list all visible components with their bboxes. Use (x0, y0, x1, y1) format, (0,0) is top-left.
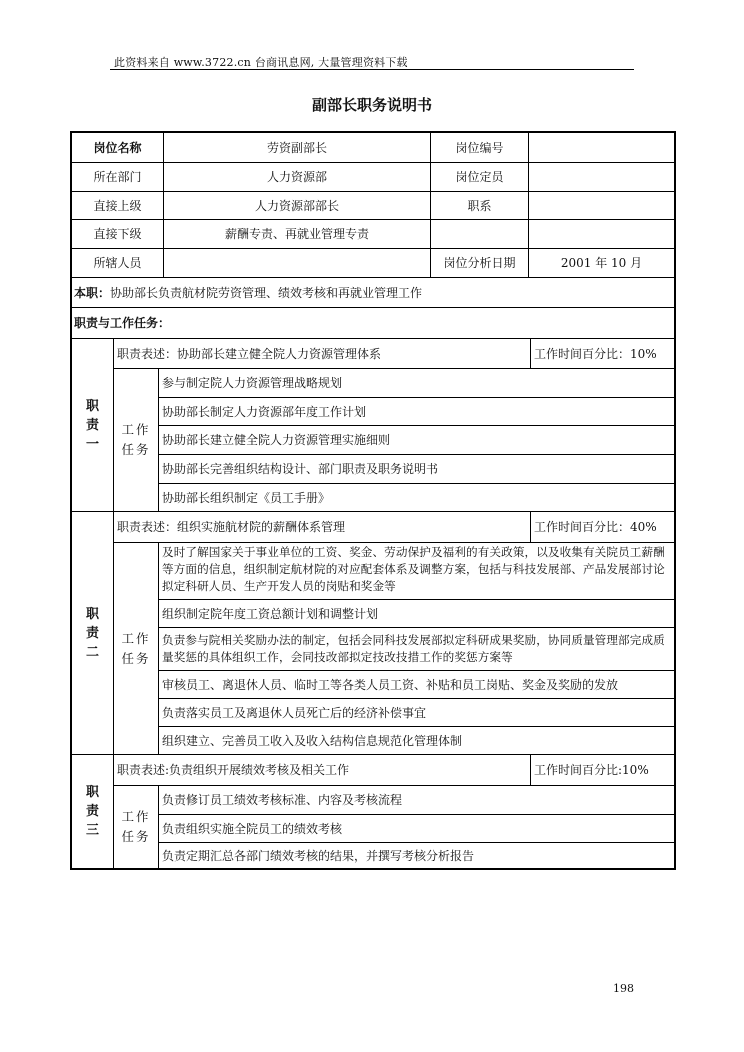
duty-1-task-1: 参与制定院人力资源管理战略规划 (162, 376, 343, 390)
duty-3-time-share: 工作时间百分比:10% (534, 763, 649, 777)
duty-3-label: 职 责 三 (85, 785, 99, 838)
duty-2-statement: 职责表述：组织实施航材院的薪酬体系管理 (117, 520, 346, 534)
duty-2-task-label: 工作任务 (121, 630, 151, 666)
staff-value (164, 249, 430, 277)
duty-2-task-5: 负责落实员工及离退休人员死亡后的经济补偿事宜 (162, 705, 427, 720)
duty-1-task-2: 协助部长制定人力资源部年度工作计划 (162, 404, 367, 419)
document-title: 副部长职务说明书 (311, 96, 432, 114)
core-duty-text: 协助部长负责航材院劳资管理、绩效考核和再就业管理工作 (110, 285, 423, 300)
duty-1-statement: 职责表述：协助部长建立健全院人力资源管理体系 (117, 346, 382, 361)
duty-2-time-share: 工作时间百分比：40% (534, 520, 657, 534)
position-name-label: 岗位名称 (93, 140, 142, 155)
duty-1-task-label: 工作任务 (121, 422, 151, 457)
position-name-value: 劳资副部长 (266, 140, 327, 155)
duty-2-task-2: 组织制定院年度工资总额计划和调整计划 (162, 606, 379, 621)
grade-value (529, 192, 674, 219)
duty-1-task-3: 协助部长建立健全院人力资源管理实施细则 (162, 433, 391, 447)
grade-label: 职系 (467, 198, 492, 213)
duty-3-task-2: 负责组织实施全院员工的绩效考核 (162, 821, 343, 836)
duty-3-statement: 职责表述:负责组织开展绩效考核及相关工作 (117, 763, 350, 777)
duty-3-task-1: 负责修订员工绩效考核标准、内容及考核流程 (162, 793, 403, 807)
duty-3-task-label: 工作任务 (121, 809, 151, 844)
position-no-value (529, 133, 674, 162)
department-value: 人力资源部 (266, 170, 327, 184)
duty-1-task-5: 协助部长组织制定《员工手册》 (162, 490, 331, 505)
analysis-date-label: 岗位分析日期 (443, 256, 516, 270)
quota-value (529, 163, 674, 191)
core-duty-row (72, 278, 674, 307)
core-duty-label: 本职： (74, 285, 111, 300)
duty-2-task-1: 及时了解国家关于事业单位的工资、奖金、劳动保护及福利的有关政策，以及收集有关院员工薪酬等方面的信息，组织制定航材院的对应配套体系及调整方案，包括与科技发展部、产品发展部讨论拟定科研人员、生产开发人员的岗贴和奖金等 (162, 545, 665, 593)
job-description-table (70, 131, 676, 870)
duty-1-label: 职 责 一 (85, 398, 99, 452)
duty-2-task-6: 组织建立、完善员工收入及收入结构信息规范化管理体制 (162, 733, 463, 748)
duty-2-task-4: 审核员工、离退休人员、临时工等各类人员工资、补贴和员工岗贴、奖金及奖励的发放 (162, 677, 619, 692)
duties-heading: 职责与工作任务： (74, 316, 171, 330)
subordinate-value: 薪酬专责、再就业管理专责 (224, 227, 369, 241)
staff-label: 所辖人员 (93, 256, 142, 270)
duty-3-task-3: 负责定期汇总各部门绩效考核的结果，并撰写考核分析报告 (162, 848, 475, 863)
position-no-label: 岗位编号 (455, 140, 504, 155)
duty-1-time-share: 工作时间百分比：10% (534, 346, 657, 361)
superior-value: 人力资源部部长 (254, 198, 339, 213)
source-header: 此资料来自 www.3722.cn 台商讯息网, 大量管理资料下载 (114, 56, 408, 69)
superior-label: 直接上级 (93, 198, 142, 213)
analysis-date-value: 2001 年 10 月 (560, 256, 643, 270)
quota-label: 岗位定员 (455, 170, 504, 184)
duty-1-task-4: 协助部长完善组织结构设计、部门职责及职务说明书 (162, 462, 439, 476)
page-number: 198 (613, 982, 634, 995)
duty-2-task-3: 负责参与院相关奖励办法的制定，包括会同科技发展部拟定科研成果奖励，协同质量管理部完成质量奖惩的具体组织工作，会同技改部拟定技改技措工作的奖惩方案等 (162, 633, 665, 664)
department-label: 所在部门 (93, 170, 142, 184)
subordinate-label: 直接下级 (93, 227, 142, 241)
header-rule (110, 69, 634, 70)
duty-2-label: 职 责 二 (85, 606, 99, 660)
